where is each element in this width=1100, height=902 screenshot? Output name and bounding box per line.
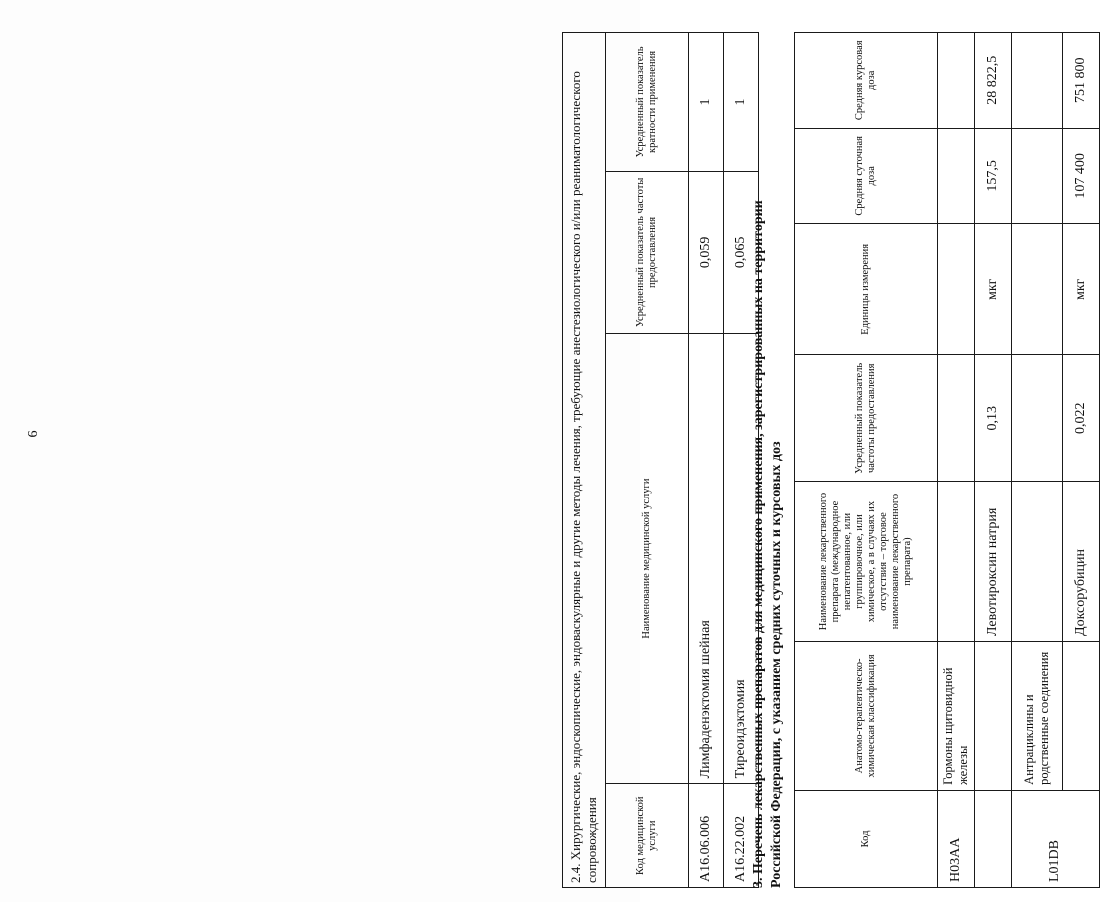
- table-row: [975, 33, 1012, 888]
- service-name: Лимфаденэктомия шейная: [689, 333, 724, 784]
- atc-group: Антрациклины и родственные соединения: [1012, 641, 1063, 790]
- table-row: [1063, 33, 1100, 888]
- atc-group: Гормоны щитовидной железы: [938, 641, 975, 790]
- service-multiplicity: 1: [724, 33, 759, 172]
- table-row: [938, 33, 975, 888]
- drug-daily-dose: 157,5: [975, 128, 1012, 224]
- header-course-dose: Средняя курсовая доза: [795, 33, 938, 129]
- section-3-title-line-2: Российской Федерации, с указанием средних суточных и курсовых доз: [768, 441, 784, 888]
- drug-daily-dose: 107 400: [1063, 128, 1100, 224]
- rotated-content: [562, 32, 1088, 888]
- services-table: [562, 32, 759, 888]
- drug-name: Левотироксин натрия: [975, 482, 1012, 642]
- header-frequency: Усредненный показатель частоты предоставления: [795, 355, 938, 482]
- header-drug-name: Наименование лекарственного препарата (международное непатентованное, или группировочное, или химическое, а в случаях их отсутствия – торговое наименование лекарственного препарата): [795, 482, 938, 642]
- section-2-4-title-row: [563, 33, 606, 888]
- drug-frequency: 0,13: [975, 355, 1012, 482]
- service-code: A16.22.002: [724, 784, 759, 888]
- header-code: Код: [795, 790, 938, 887]
- service-frequency: 0,059: [689, 171, 724, 333]
- section-3-title: [750, 32, 785, 888]
- service-frequency: 0,065: [724, 171, 759, 333]
- service-name: Тиреоидэктомия: [724, 333, 759, 784]
- drugs-table: [794, 32, 1100, 888]
- section-2-4-title: 2.4. Хирургические, эндоскопические, эндоваскулярные и другие методы лечения, требующие анестезиологического и/или реаниматологического сопровождения: [563, 33, 606, 888]
- header-multiplicity: Усредненный показатель кратности применения: [606, 33, 689, 172]
- services-header-row: [606, 33, 689, 888]
- header-service-name: Наименование медицинской услуги: [606, 333, 689, 784]
- section-3-title-line-1: 3. Перечень лекарственных препаратов для медицинского применения, зарегистрированных на территории: [751, 200, 766, 888]
- table-row: [689, 33, 724, 888]
- drug-unit: мкг: [1063, 224, 1100, 355]
- drugs-header-row: [795, 33, 938, 888]
- header-daily-dose: Средняя суточная доза: [795, 128, 938, 224]
- atc-code: L01DB: [1012, 790, 1100, 887]
- service-multiplicity: 1: [689, 33, 724, 172]
- section-2-4: [562, 32, 759, 888]
- service-code: A16.06.006: [689, 784, 724, 888]
- drug-course-dose: 751 800: [1063, 33, 1100, 129]
- header-atc: Анатомо-терапевтическо-химическая классификация: [795, 641, 938, 790]
- page-number: 6: [26, 430, 41, 438]
- header-frequency: Усредненный показатель частоты предоставления: [606, 171, 689, 333]
- header-unit: Единицы измерения: [795, 224, 938, 355]
- drug-course-dose: 28 822,5: [975, 33, 1012, 129]
- drug-unit: мкг: [975, 224, 1012, 355]
- drug-name: Доксорубицин: [1063, 482, 1100, 642]
- drug-frequency: 0,022: [1063, 355, 1100, 482]
- atc-code: H03AA: [938, 790, 975, 887]
- header-service-code: Код медицинской услуги: [606, 784, 689, 888]
- table-row: [1012, 33, 1063, 888]
